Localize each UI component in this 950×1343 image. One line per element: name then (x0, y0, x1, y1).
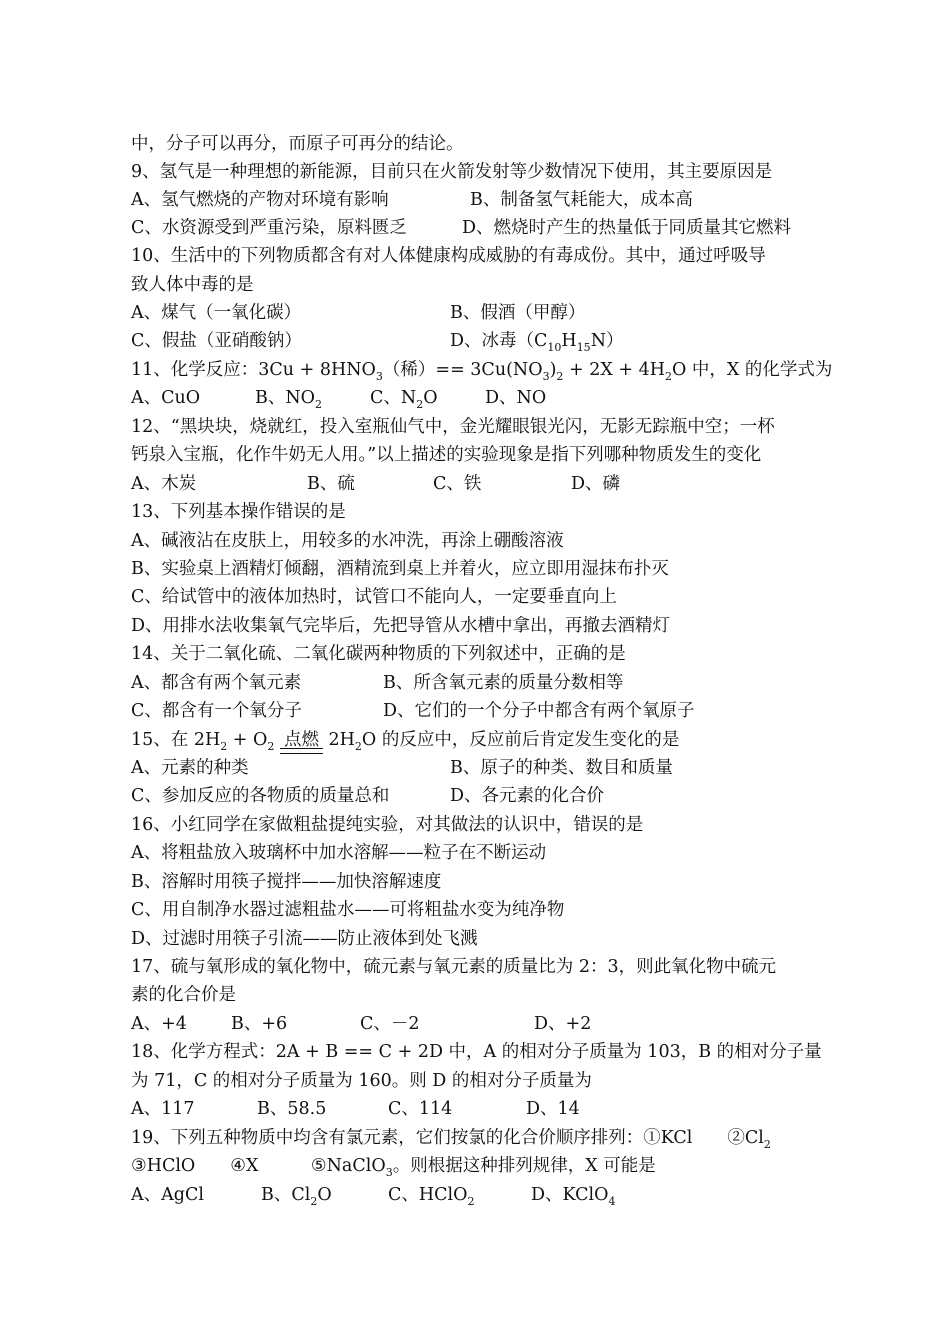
option-b: B、+6 (231, 1014, 288, 1034)
question-9: 9、氢气是一种理想的新能源，目前只在火箭发射等少数情况下使用，其主要原因是 (131, 162, 773, 182)
option-b: B、58.5 (257, 1099, 327, 1119)
text-line: 钙泉入宝瓶，化作牛奶无人用。”以上描述的实验现象是指下列哪种物质发生的变化 (131, 445, 762, 465)
question-14: 14、关于二氧化硫、二氧化碳两种物质的下列叙述中，正确的是 (131, 644, 626, 664)
option-a: A、AgCl (131, 1185, 204, 1205)
option-c: C、参加反应的各物质的质量总和 (131, 786, 390, 806)
option-c: C、114 (388, 1099, 453, 1119)
text-line: 素的化合价是 (131, 985, 236, 1005)
option-b: B、制备氢气耗能大，成本高 (470, 190, 693, 210)
option-b: B、$Cl_2O$ (261, 1185, 332, 1208)
option-b: B、实验桌上酒精灯倾翻，酒精流到桌上并着火，应立即用湿抹布扑灭 (131, 559, 669, 579)
text-line: 中，分子可以再分，而原子可再分的结论。 (131, 134, 464, 154)
text-line: 为 71，C 的相对分子质量为 160。则 D 的相对分子质量为 (131, 1071, 592, 1091)
question-11: 11、化学反应：$3Cu + 8HNO_3$（稀）== $3Cu(NO_3)_2 + 2X + 4H_2O$ 中，X 的化学式为 (131, 360, 833, 383)
question-18: 18、化学方程式：2A + B == C + 2D 中，A 的相对分子质量为 103，B 的相对分子量 (131, 1042, 822, 1062)
option-b: B、所含氧元素的质量分数相等 (383, 673, 624, 693)
option-c: C、$N_2O$ (370, 388, 438, 411)
question-12: 12、“黑块块，烧就红，投入室瓶仙气中，金光耀眼银光闪，无影无踪瓶中空；一杯 (131, 417, 775, 437)
option-d: D、KClO$_4$ (531, 1185, 616, 1208)
option-d: D、磷 (571, 474, 621, 494)
option-d: D、用排水法收集氧气完毕后，先把导管从水槽中拿出，再撤去酒精灯 (131, 616, 671, 636)
option-c: C、水资源受到严重污染，原料匮乏 (131, 218, 407, 238)
option-a: A、+4 (131, 1014, 187, 1034)
option-c: C、HClO$_2$ (388, 1185, 475, 1208)
option-a: A、117 (131, 1099, 195, 1119)
option-c: C、假盐（亚硝酸钠） (131, 331, 302, 351)
option-a: A、煤气（一氧化碳） (131, 303, 302, 323)
option-d: D、它们的一个分子中都含有两个氧原子 (383, 701, 695, 721)
option-d: D、+2 (534, 1014, 592, 1034)
question-19: 19、下列五种物质中均含有氯元素，它们按氯的化合价顺序排列：①KCl $②Cl_2$ (131, 1128, 771, 1151)
option-a: A、碱液沾在皮肤上，用较多的水冲洗，再涂上硼酸溶液 (131, 531, 564, 551)
option-c: C、用自制净水器过滤粗盐水——可将粗盐水变为纯净物 (131, 900, 565, 920)
text-line: ③HClO ④X ⑤NaClO$_3$。则根据这种排列规律，X 可能是 (131, 1156, 656, 1179)
question-17: 17、硫与氧形成的氧化物中，硫元素与氧元素的质量比为 2：3，则此氧化物中硫元 (131, 957, 777, 977)
option-c: C、都含有一个氧分子 (131, 701, 302, 721)
option-c: C、－2 (360, 1014, 420, 1034)
option-d: D、14 (526, 1099, 580, 1119)
reaction-condition: 点燃 (280, 729, 323, 751)
option-a: A、将粗盐放入玻璃杯中加水溶解——粒子在不断运动 (131, 843, 547, 863)
option-b: B、假酒（甲醇） (450, 303, 586, 323)
option-b: B、溶解时用筷子搅拌——加快溶解速度 (131, 872, 442, 892)
option-b: B、硫 (307, 474, 355, 494)
question-13: 13、下列基本操作错误的是 (131, 502, 346, 522)
text-line: 致人体中毒的是 (131, 275, 254, 295)
option-c: C、给试管中的液体加热时，试管口不能向人，一定要垂直向上 (131, 587, 617, 607)
option-a: A、氢气燃烧的产物对环境有影响 (131, 190, 389, 210)
option-d: D、各元素的化合价 (450, 786, 605, 806)
option-a: A、木炭 (131, 474, 197, 494)
option-d: D、NO (485, 388, 547, 408)
option-d: D、燃烧时产生的热量低于同质量其它燃料 (462, 218, 792, 238)
option-a: A、CuO (131, 388, 201, 408)
option-a: A、元素的种类 (131, 758, 249, 778)
option-d: D、过滤时用筷子引流——防止液体到处飞溅 (131, 929, 478, 949)
question-16: 16、小红同学在家做粗盐提纯实验，对其做法的认识中，错误的是 (131, 815, 644, 835)
option-b: B、原子的种类、数目和质量 (450, 758, 673, 778)
question-15: 15、在 $2H_2 + O_2$ 点燃 $2H_2O$ 的反应中，反应前后肯定发生变化的是 (131, 730, 680, 753)
option-d: D、冰毒$(C_{10}H_{15}N)$ (450, 331, 624, 354)
question-10: 10、生活中的下列物质都含有对人体健康构成威胁的有毒成份。其中，通过呼吸导 (131, 246, 766, 266)
option-b: B、$NO_2$ (255, 388, 323, 411)
option-c: C、铁 (433, 474, 482, 494)
option-a: A、都含有两个氧元素 (131, 673, 302, 693)
